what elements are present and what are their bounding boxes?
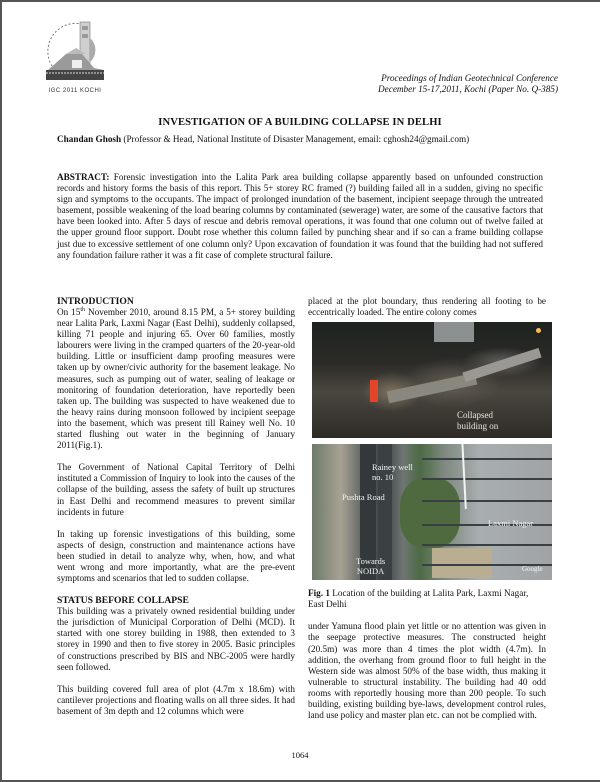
section-heading-introduction: INTRODUCTION [57, 296, 134, 307]
rescue-worker [370, 380, 378, 402]
left-column [57, 296, 295, 728]
page-border-top [0, 0, 600, 2]
intro-paragraph-1 [57, 307, 295, 451]
photo-label-line-1: Collapsed [457, 410, 493, 421]
street [422, 458, 552, 460]
author-line [57, 134, 469, 144]
abstract [57, 172, 543, 261]
right-paragraph-top: placed at the plot boundary, thus rendering all footing to be eccentrically loaded. The entire colony comes [308, 296, 546, 318]
green-area [400, 478, 460, 548]
label-google: Google [522, 565, 543, 574]
abstract-label: ABSTRACT: [57, 172, 110, 182]
page-number: 1064 [291, 750, 309, 760]
logo-graphic-icon [42, 18, 108, 84]
street [422, 478, 552, 480]
photo-label-line-2: building on [457, 421, 499, 432]
intro-paragraph-2: The Government of National Capital Territory of Delhi instituted a Commission of Inquiry to look into the causes of the collapse of the building, assess the safety of built up structures in East Delhi and recommend measures to prevent similar incidents in future [57, 462, 295, 517]
open-field [432, 548, 492, 578]
author-name: Chandan Ghosh [57, 134, 122, 144]
intro-paragraph-3: In taking up forensic investigations of this building, some aspects of design, construction and maintenance actions have been studied in detail to analyze why, when, how, and what went wrong and more importantly, what are the pre-event symptoms and scenarios that led to sudden collapse. [57, 528, 295, 584]
proceedings-line-1: Proceedings of Indian Geotechnical Conference [381, 73, 558, 83]
satellite-map [312, 444, 552, 580]
label-pushta-road: Pushta Road [342, 492, 385, 503]
collapsed-slab [462, 348, 541, 382]
rainey-well-no-text: no. 10 [372, 472, 394, 483]
noida-text: NOIDA [356, 566, 385, 577]
figure-caption-text: Location of the building at Lalita Park, Laxmi Nagar, East Delhi [308, 588, 529, 610]
photo-label [457, 410, 498, 432]
status-paragraph-1: This building was a privately owned residential building under the jurisdiction of Municipal Corporation of Delhi (MCD). It started with one storey building in 1988, then extended to 3 storey in 1990 and then to five storey in 2005. Basic principles of constructions prescribed by BIS and NBC-2005 were hardly seen followed. [57, 606, 295, 672]
figure-caption [308, 588, 546, 610]
street [422, 544, 552, 546]
label-towards-noida [356, 556, 385, 576]
paper-title: INVESTIGATION OF A BUILDING COLLAPSE IN DELHI [158, 117, 442, 128]
label-rainey-well [372, 462, 413, 482]
proceedings-info [378, 73, 558, 95]
label-laxmi-nagar: Laxmi Nagar [488, 518, 534, 529]
rainey-well-text: Rainey well [372, 462, 413, 473]
proceedings-line-2: December 15-17,2011, Kochi (Paper No. Q-385) [378, 84, 558, 94]
street [422, 500, 552, 502]
author-affiliation: (Professor & Head, National Institute of Disaster Management, email: cghosh24@gmail.com) [123, 134, 470, 144]
collapse-photo [312, 322, 552, 438]
intro-p1-sup: th [80, 306, 86, 313]
right-column [308, 296, 546, 732]
background-building [434, 322, 474, 342]
intro-p1-start: On 15 [57, 307, 81, 317]
conference-logo-icon [42, 18, 108, 94]
street-light [536, 328, 541, 333]
status-paragraph-2: This building covered full area of plot (4.7m x 18.6m) with cantilever projections and floating walls on all three sides. It had basement of 3m depth and 12 columns which were [57, 683, 295, 716]
logo-caption: IGC 2011 KOCHI [48, 88, 102, 94]
towards-text: Towards [356, 556, 386, 567]
abstract-text: Forensic investigation into the Lalita Park area building collapse apparently based on unfounded construction records and history forms the basis of this report. This 5+ storey RC framed (?) building failed all in a sudden, giving no specific sign and symptoms to the occupants. The impact of prolonged inundation of the basement, incipient seepage through the untreated basement, possible weakening of the load bearing columns by contaminated (sewerage) water, are some of the causative factors that have been looked into. After 5 days of rescue and debris removal operations, it was found that one column out of twelve failed at the upper ground floor support. Doubt rose whether this column failed by punching shear and if so can a frame building collapse just due to excessive settlement of one column only? Upon excavation of foundation it was found that the building had not suffered any foundation failure rather it was a fit case of complete structural failure. [57, 172, 544, 260]
figure-caption-label: Fig. 1 [308, 588, 330, 599]
intro-p1-rest: November 2010, around 8.15 PM, a 5+ storey building near Lalita Park, Laxmi Nagar (East Delhi), suddenly collapsed, killing 71 people and injuring 65. Over 60 families, mostly labourers were living in the cramped quarters of the 20-year-old building. Little or insufficient damp proofing measures were taken up by owner/civic authority for the basement leakage. No measures, such as pumping out of water, sealing of leakage or monitoring of foundation deterioration, have reportedly been taken up. The building was suspected to have weakened due to the heavy rains during monsoon followed by incipient seepage into the basement, which was present till Rainey well No. 10 started flushing out water in the beginning of January 2011(Fig.1). [57, 307, 295, 451]
section-heading-status: STATUS BEFORE COLLAPSE [57, 595, 189, 607]
right-paragraph-bottom: under Yamuna flood plain yet little or no attention was given in the seepage protective measures. The constructed height (20.5m) was more than 4 times the plot width (4.7m). In addition, the overhang from ground floor to full height in the Western side was almost 50% of the base width, thus making it vulnerable to structural instability. The building had 40 odd rooms with reportedly housing more than 200 people. To such building, existing building bye-laws, development control rules, land use policy and master plan etc. can not be complied with. [308, 621, 546, 721]
